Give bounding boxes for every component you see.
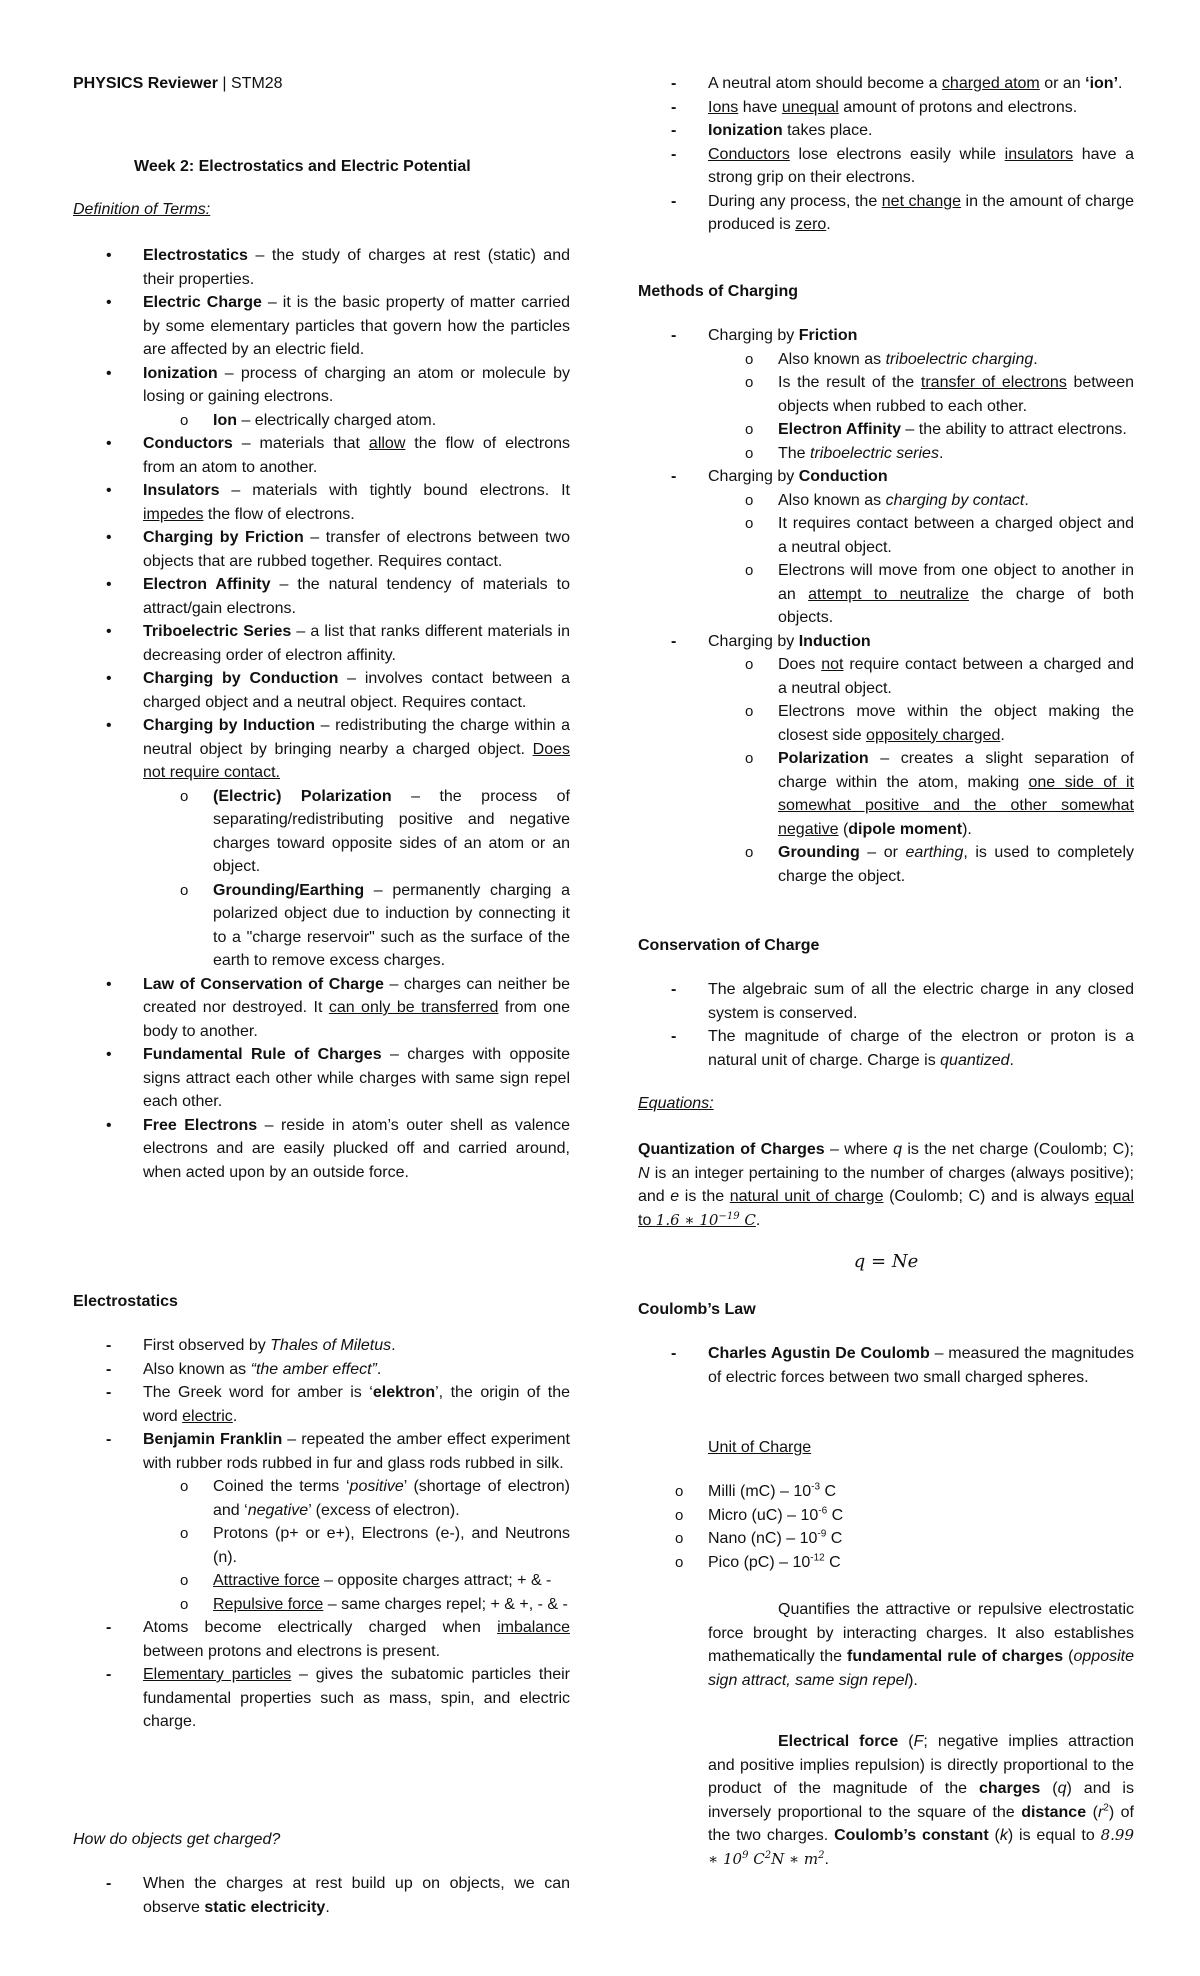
definition-item: • Electric Charge – it is the basic property of matter carried by some elementary particles that govern how the particles are affected by an electric field. — [73, 291, 570, 362]
list-item: - Elementary particles – gives the subatomic particles their fundamental properties such as mass, spin, and electric charge. — [73, 1663, 570, 1734]
definition-item: • Insulators – materials with tightly bound electrons. It impedes the flow of electrons. — [73, 479, 570, 526]
list-subitem: o Protons (p+ or e+), Electrons (e-), and Neutrons (n). — [73, 1522, 570, 1569]
header-title: PHYSICS Reviewer — [73, 75, 218, 92]
equations-heading: Equations: — [638, 1095, 714, 1112]
definition-subitem: o Ion – electrically charged atom. — [73, 409, 570, 433]
list-item: - Charging by Friction — [638, 324, 1134, 348]
definition-item: • Charging by Friction – transfer of electrons between two objects that are rubbed together. Requires contact. — [73, 526, 570, 573]
list-subitem: o It requires contact between a charged object and a neutral object. — [638, 512, 1134, 559]
definition-item: • Charging by Induction – redistributing the charge within a neutral object by bringing nearby a charged object. Does not require contact. — [73, 714, 570, 785]
list-subitem: o Grounding – or earthing, is used to completely charge the object. — [638, 841, 1134, 888]
list-subitem: o Does not require contact between a charged and a neutral object. — [638, 653, 1134, 700]
definition-item: • Fundamental Rule of Charges – charges with opposite signs attract each other while charges with same sign repel each other. — [73, 1043, 570, 1114]
electrostatics-list — [73, 1334, 570, 1734]
list-subitem: o Electrons will move from one object to another in an attempt to neutralize the charge of both objects. — [638, 559, 1134, 630]
definition-item: • Charging by Conduction – involves contact between a charged object and a neutral object. Requires contact. — [73, 667, 570, 714]
list-subitem: o Is the result of the transfer of electrons between objects when rubbed to each other. — [638, 371, 1134, 418]
list-subitem: o Also known as triboelectric charging. — [638, 348, 1134, 372]
list-item: - Also known as “the amber effect”. — [73, 1358, 570, 1382]
list-item: - During any process, the net change in the amount of charge produced is zero. — [638, 190, 1134, 237]
list-item: - First observed by Thales of Miletus. — [73, 1334, 570, 1358]
list-item: - The magnitude of charge of the electron or proton is a natural unit of charge. Charge is quantized. — [638, 1025, 1134, 1072]
definition-item: • Law of Conservation of Charge – charges can neither be created nor destroyed. It can only be transferred from one body to another. — [73, 973, 570, 1044]
list-subitem: o Polarization – creates a slight separation of charge within the atom, making one side of it somewhat positive and the other somewhat negative (dipole moment). — [638, 747, 1134, 841]
definition-subitem: o Grounding/Earthing – permanently charging a polarized object due to induction by connecting it to a "charge reservoir" such as the surface of the earth to remove excess charges. — [73, 879, 570, 973]
list-item: - Charles Agustin De Coulomb – measured the magnitudes of electric forces between two small charged spheres. — [638, 1342, 1134, 1389]
list-subitem: o Electron Affinity – the ability to attract electrons. — [638, 418, 1134, 442]
page-header — [73, 72, 283, 96]
electrostatics-heading: Electrostatics — [73, 1293, 178, 1310]
charged-list-left — [73, 1872, 570, 1919]
charged-question: How do objects get charged? — [73, 1831, 281, 1848]
unit-item: o Pico $(pC) - 10^{-12}$ C — [568, 1551, 1134, 1575]
list-subitem: o Also known as charging by contact. — [638, 489, 1134, 513]
list-item: - The algebraic sum of all the electric charge in any closed system is conserved. — [638, 978, 1134, 1025]
definition-item: • Triboelectric Series – a list that ranks different materials in decreasing order of electron affinity. — [73, 620, 570, 667]
list-item: - Benjamin Franklin – repeated the amber effect experiment with rubber rods rubbed in fur and glass rods rubbed in silk. — [73, 1428, 570, 1475]
definition-item: • Electrostatics – the study of charges at rest (static) and their properties. — [73, 244, 570, 291]
list-item: - Atoms become electrically charged when imbalance between protons and electrons is present. — [73, 1616, 570, 1663]
list-subitem: o Attractive force – opposite charges attract; + & - — [73, 1569, 570, 1593]
coulomb-paragraph-1: Quantifies the attractive or repulsive electrostatic force brought by interacting charges. It also establishes mathematically the fundamental rule of charges (opposite sign attract, same sign repel). — [708, 1601, 1134, 1689]
quantization-formula: q = Ne — [853, 1251, 919, 1272]
list-subitem: o Coined the terms ‘positive’ (shortage of electron) and ‘negative’ (excess of electron). — [73, 1475, 570, 1522]
unit-item: o Milli $(mC) - 10^{-3}$ C — [568, 1480, 1134, 1504]
conservation-list — [638, 978, 1134, 1072]
coulomb-paragraph-2: Electrical force (F; negative implies attraction and positive implies repulsion) is directly proportional to the product of the magnitude of the charges (q) and is inversely proportional to the square of the distance $(r^2)$ of the two charges. Coulomb’s constant (k) is equal to 8.99 ∗ $10^9$ $C^2N$ ∗ $m^2$. — [708, 1733, 1135, 1868]
methods-heading: Methods of Charging — [638, 283, 798, 300]
unit-list — [638, 1480, 1134, 1574]
definition-item: • Free Electrons – reside in atom’s outer shell as valence electrons and are easily plucked off and carried around, when acted upon by an outside force. — [73, 1114, 570, 1185]
header-separator: | — [217, 75, 231, 92]
definitions-heading: Definition of Terms: — [73, 201, 211, 218]
methods-list — [638, 324, 1134, 888]
definition-item: • Ionization – process of charging an atom or molecule by losing or gaining electrons. — [73, 362, 570, 409]
list-item: - A neutral atom should become a charged atom or an ‘ion’. — [638, 72, 1134, 96]
week-title: Week 2: Electrostatics and Electric Potential — [134, 158, 471, 175]
unit-of-charge-heading: Unit of Charge — [708, 1439, 812, 1456]
list-item: - Ionization takes place. — [638, 119, 1134, 143]
list-item: - Ions have unequal amount of protons and electrons. — [638, 96, 1134, 120]
unit-item: o Micro $(uC) - 10^{-6}$ C — [568, 1504, 1134, 1528]
list-subitem: o The triboelectric series. — [638, 442, 1134, 466]
coulomb-heading: Coulomb’s Law — [638, 1301, 756, 1318]
coulomb-list — [638, 1342, 1134, 1389]
list-subitem: o Repulsive force – same charges repel; + & +, - & - — [73, 1593, 570, 1617]
definitions-list — [73, 244, 570, 1184]
definition-item: • Electron Affinity – the natural tendency of materials to attract/gain electrons. — [73, 573, 570, 620]
unit-item: o Nano $(nC) - 10^{-9}$ C — [568, 1527, 1134, 1551]
list-item: - When the charges at rest build up on objects, we can observe static electricity. — [73, 1872, 570, 1919]
header-code: STM28 — [231, 75, 283, 92]
definition-item: • Conductors – materials that allow the flow of electrons from an atom to another. — [73, 432, 570, 479]
quantization-paragraph: Quantization of Charges – where q is the net charge (Coulomb; C); N is an integer pertaining to the number of charges (always positive); and e is the natural unit of charge (Coulomb; C) and is always equal to 1.6 ∗ $10^{-19}$ C. — [638, 1141, 1135, 1229]
charged-list-right — [638, 72, 1134, 237]
list-item: - Conductors lose electrons easily while insulators have a strong grip on their electrons. — [638, 143, 1134, 190]
list-item: - Charging by Conduction — [638, 465, 1134, 489]
conservation-heading: Conservation of Charge — [638, 937, 820, 954]
definition-subitem: o (Electric) Polarization – the process of separating/redistributing positive and negative charges toward opposite sides of an atom or an object. — [73, 785, 570, 879]
list-item: - Charging by Induction — [638, 630, 1134, 654]
list-item: - The Greek word for amber is ‘elektron’, the origin of the word electric. — [73, 1381, 570, 1428]
list-subitem: o Electrons move within the object making the closest side oppositely charged. — [638, 700, 1134, 747]
